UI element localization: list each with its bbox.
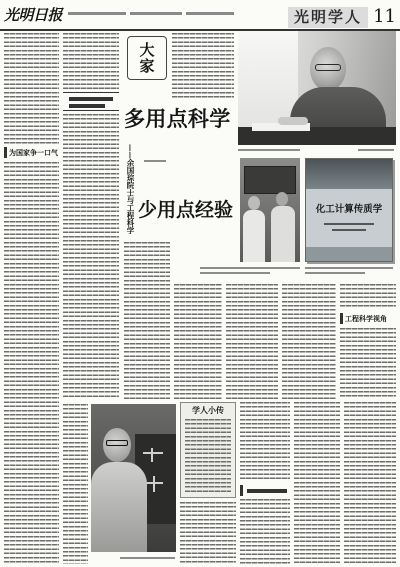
book-caption-line: [305, 267, 393, 269]
photo-glasses: [106, 440, 128, 446]
book-caption-line: [305, 272, 365, 274]
headline-line-1: 多用点科学: [124, 106, 231, 131]
body-text: [174, 284, 222, 399]
body-text: [63, 114, 119, 399]
photo-body: [91, 462, 147, 552]
photo-portrait: [238, 31, 396, 145]
header-info-line: [186, 12, 234, 15]
section-title: 光明学人: [288, 7, 368, 28]
headline-line-2: 少用点经验: [138, 199, 234, 221]
photo-caption-line: [200, 267, 300, 269]
photo-laboratory: [240, 158, 300, 262]
body-text: [282, 284, 336, 399]
photo-hand: [278, 117, 308, 125]
photo-lecture: [91, 404, 176, 552]
book-cover-footer: [306, 247, 392, 261]
body-text: [63, 33, 119, 89]
photo-credit-line: [358, 149, 394, 151]
photo-glasses: [315, 64, 341, 71]
subheading-national: 为国家争一口气: [4, 147, 60, 158]
photo-chalk-stroke: [151, 448, 153, 462]
book-cover-band: [306, 159, 392, 189]
book-subtitle-line: [324, 223, 374, 225]
photo-lab-coat: [271, 206, 295, 262]
subheading: [63, 92, 119, 111]
byline-line: [144, 160, 166, 162]
feature-label: 大家: [137, 42, 156, 74]
photo-caption-line: [120, 557, 175, 559]
subheading-engineering: 工程科学视角: [340, 313, 396, 324]
photo-head: [276, 192, 288, 206]
body-text: [344, 402, 396, 564]
header-info-line: [68, 12, 126, 15]
body-text: [172, 33, 234, 99]
photo-apparatus: [244, 166, 296, 194]
feature-badge: [127, 36, 167, 80]
photo-caption-line: [200, 272, 270, 274]
masthead-logo: 光明日报: [4, 6, 63, 24]
body-text: [63, 404, 88, 564]
biography-text: [185, 419, 231, 494]
body-text: [240, 402, 290, 482]
photo-head: [248, 196, 260, 210]
body-text: [240, 499, 290, 564]
body-text: [4, 162, 59, 564]
photo-caption-line: [238, 149, 300, 151]
body-text: [226, 284, 278, 399]
book-subtitle-line: [332, 229, 366, 231]
body-text: [294, 402, 340, 564]
biography-title: 学人小传: [192, 405, 224, 415]
body-text: [4, 33, 59, 144]
body-text: [124, 242, 170, 399]
header-info-line: [130, 12, 182, 15]
subheading-line: [69, 104, 105, 108]
page-number: 11: [373, 6, 396, 27]
photo-chalk-stroke: [143, 452, 163, 454]
subheading: [240, 485, 290, 496]
headline-subtitle: ——余国琮院士与工程科学: [126, 144, 135, 234]
body-text: [340, 328, 396, 399]
subheading-line: [69, 97, 113, 101]
body-text: [340, 284, 396, 309]
biography-sidebar: [180, 402, 236, 498]
photo-lab-coat: [243, 210, 265, 262]
book-cover: [305, 158, 393, 262]
body-text: [180, 502, 236, 564]
photo-chalk-stroke: [153, 476, 155, 492]
subheading-line: [247, 489, 287, 493]
book-title: 化工计算传质学: [315, 204, 383, 215]
